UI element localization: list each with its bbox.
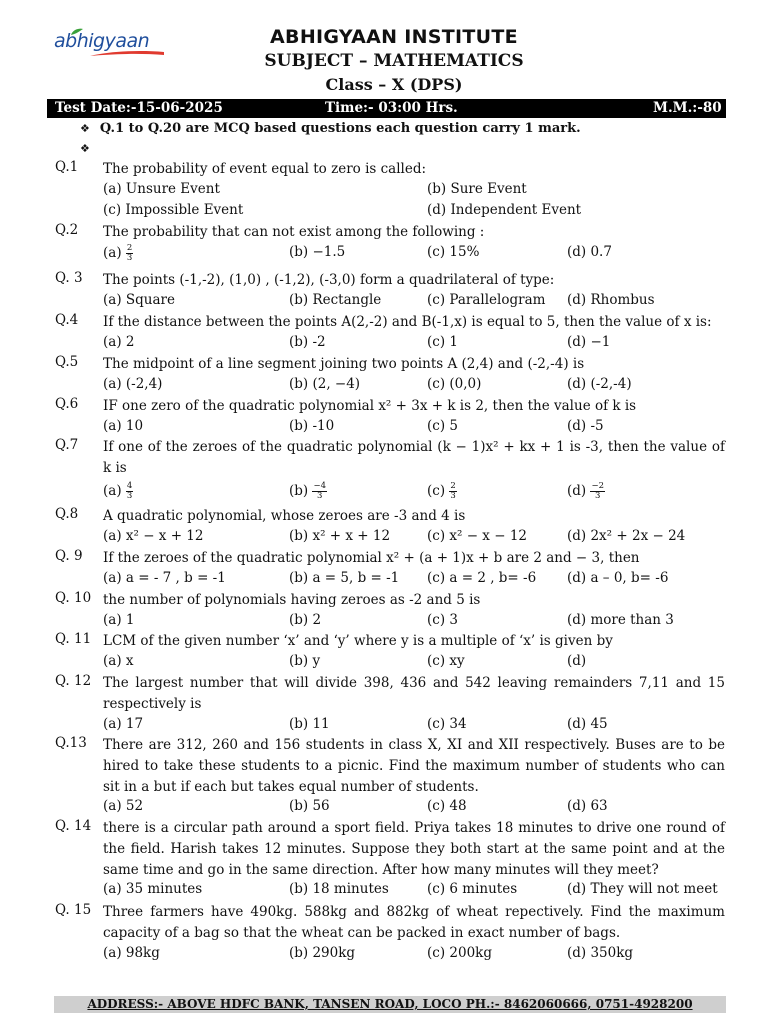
option-c: (c) 5	[427, 417, 458, 434]
question-7: Q.7 If one of the zeroes of the quadratic polynomial (k − 1)x² + kx + 1 is -3, then the value of k is (a) $\frac{4}{3}$ (b) $\frac{-4}{3}$ (c) $\frac{2}{3}$ (d) $\frac{-2}{3}$	[55, 437, 725, 505]
question-text: The points (-1,-2), (1,0) , (-1,2), (-3,0) form a quadrilateral of type:	[103, 272, 555, 288]
option-a: (a) (-2,4)	[103, 375, 163, 392]
option-a: (a) a = - 7 , b = -1	[103, 569, 226, 586]
option-c: (c) 200kg	[427, 944, 492, 961]
option-a: (a) $\frac{2}{3}$	[103, 242, 133, 263]
option-b: (b) x² + x + 12	[289, 527, 391, 544]
option-row	[103, 569, 725, 591]
question-text: If the zeroes of the quadratic polynomial x² + (a + 1)x + b are 2 and − 3, then	[103, 550, 640, 566]
class-title: Class – X (DPS)	[325, 75, 463, 94]
option-a: (a) x² − x + 12	[103, 527, 204, 544]
option-c: (c) 1	[427, 333, 458, 350]
fraction: $\frac{2}{3}$	[450, 480, 456, 501]
option-c: (c) 3	[427, 611, 458, 628]
option-b: (b) $\frac{-4}{3}$	[289, 480, 326, 501]
address-footer: ADDRESS:- ABOVE HDFC BANK, TANSEN ROAD, LOCO PH.:- 8462060666, 0751-4928200	[54, 996, 726, 1013]
option-b: (b) y	[289, 652, 321, 669]
question-text: If one of the zeroes of the quadratic polynomial (k − 1)x² + kx + 1 is -3, then the value of k is	[103, 439, 725, 476]
question-14: Q. 14 there is a circular path around a sport field. Priya takes 18 minutes to drive one round of the field. Harish takes 12 minutes. Suppose they both start at the same point and at the same time and go in the same direction. After how many minutes will they meet? (a) 35 minutes (b) 18 minutes (c) 6 minutes (d) They will not meet	[55, 818, 725, 902]
option-b: (b) (2, −4)	[289, 375, 361, 392]
option-d: (d) -5	[567, 417, 604, 434]
question-12: Q. 12 The largest number that will divide 398, 436 and 542 leaving remainders 7,11 and 15 respectively is (a) 17 (b) 11 (c) 34 (d) 45	[55, 673, 725, 737]
option-b: (b) 18 minutes	[289, 881, 389, 898]
option-c: (c) a = 2 , b= -6	[427, 569, 537, 586]
option-d: (d) Rhombus	[567, 291, 655, 308]
option-row	[103, 243, 725, 267]
question-text: The midpoint of a line segment joining two points A (2,4) and (-2,-4) is	[103, 356, 585, 372]
option-a: (a) 17	[103, 715, 144, 732]
subject-title: SUBJECT – MATHEMATICS	[264, 51, 524, 71]
diamond-bullet-icon: ❖	[80, 122, 90, 135]
option-row	[103, 201, 725, 223]
option-row	[103, 715, 725, 737]
option-row	[103, 291, 725, 313]
option-d: (d) 2x² + 2x − 24	[567, 527, 686, 544]
option-row	[103, 611, 725, 633]
option-c: (c) 15%	[427, 243, 480, 260]
option-b: (b) -2	[289, 333, 326, 350]
fraction: $\frac{-2}{3}$	[591, 480, 604, 501]
question-1: Q.1 The probability of event equal to zero is called: (a) Unsure Event (b) Sure Event (c) Impossible Event (d) Independent Event	[55, 159, 725, 223]
institute-name: ABHIGYAAN INSTITUTE	[270, 26, 518, 48]
question-2: Q.2 The probability that can not exist among the following : (a) $\frac{2}{3}$ (b) −1.5 (c) 15% (d) 0.7	[55, 222, 725, 267]
option-c: (c) (0,0)	[427, 375, 482, 392]
option-a: (a) 10	[103, 417, 144, 434]
question-text: Three farmers have 490kg. 588kg and 882kg of wheat repectively. Find the maximum capacity of a bag so that the wheat can be packed in exact number of bags.	[103, 904, 725, 941]
question-15: Q. 15 Three farmers have 490kg. 588kg and 882kg of wheat repectively. Find the maximum capacity of a bag so that the wheat can be packed in exact number of bags. (a) 98kg (b) 290kg (c) 200kg (d) 350kg	[55, 902, 725, 966]
instruction-note: ❖ Q.1 to Q.20 are MCQ based questions each question carry 1 mark.	[80, 121, 581, 136]
option-c: (c) Parallelogram	[427, 291, 546, 308]
option-d: (d) They will not meet	[567, 881, 718, 898]
option-b: (b) -10	[289, 417, 335, 434]
question-13: Q.13 There are 312, 260 and 156 students in class X, XI and XII respectively. Buses are to be hired to take these students to a picnic. Find the maximum number of students who can sit in a but if each but takes equal number of students. (a) 52 (b) 56 (c) 48 (d) 63	[55, 735, 725, 819]
option-b: (b) Sure Event	[427, 180, 527, 197]
option-row	[103, 527, 725, 549]
option-c: (c) x² − x − 12	[427, 527, 527, 544]
option-row	[103, 333, 725, 355]
option-c: (c) 48	[427, 798, 467, 815]
question-text: The probability of event equal to zero is called:	[103, 161, 427, 177]
test-time: Time:- 03:00 Hrs.	[325, 100, 458, 116]
question-3: Q. 3 The points (-1,-2), (1,0) , (-1,2), (-3,0) form a quadrilateral of type: (a) Square (b) Rectangle (c) Parallelogram (d) Rhombus	[55, 270, 725, 313]
option-row	[103, 180, 725, 202]
option-a: (a) x	[103, 652, 134, 669]
instruction-note	[80, 141, 100, 156]
option-a: (a) 35 minutes	[103, 881, 203, 898]
option-d: (d) (-2,-4)	[567, 375, 632, 392]
question-text: There are 312, 260 and 156 students in class X, XI and XII respectively. Buses are to be hired to take these students to a picnic. Find the maximum number of students who can sit in a but if each but takes equal number of students.	[103, 737, 725, 795]
fraction: $\frac{2}{3}$	[126, 242, 133, 263]
max-marks: M.M.:-80	[653, 100, 722, 116]
option-a: (a) 2	[103, 333, 135, 350]
question-4: Q.4 If the distance between the points A(2,-2) and B(-1,x) is equal to 5, then the value of x is: (a) 2 (b) -2 (c) 1 (d) −1	[55, 312, 725, 355]
option-c: (c) 34	[427, 715, 467, 732]
question-10: Q. 10 the number of polynomials having zeroes as -2 and 5 is (a) 1 (b) 2 (c) 3 (d) more than 3	[55, 590, 725, 633]
question-11: Q. 11 LCM of the given number ‘x’ and ‘y’ where y is a multiple of ‘x’ is given by (a) x (b) y (c) xy (d)	[55, 631, 725, 674]
fraction: $\frac{-4}{3}$	[313, 480, 326, 501]
option-row	[103, 375, 725, 397]
option-d: (d) 63	[567, 798, 608, 815]
option-a: (a) 52	[103, 798, 144, 815]
test-date: Test Date:-15-06-2025	[55, 100, 223, 116]
option-b: (b) a = 5, b = -1	[289, 569, 400, 586]
question-6: Q.6 IF one zero of the quadratic polynomial x² + 3x + k is 2, then the value of k is (a) 10 (b) -10 (c) 5 (d) -5	[55, 396, 725, 439]
option-d: (d) a – 0, b= -6	[567, 569, 669, 586]
option-d: (d) 0.7	[567, 243, 612, 260]
question-5: Q.5 The midpoint of a line segment joining two points A (2,4) and (-2,-4) is (a) (-2,4) (b) (2, −4) (c) (0,0) (d) (-2,-4)	[55, 354, 725, 397]
option-a: (a) Square	[103, 291, 175, 308]
option-row	[103, 652, 725, 674]
option-c: (c) 6 minutes	[427, 881, 518, 898]
option-row	[103, 417, 725, 439]
option-c: (c) Impossible Event	[103, 201, 244, 218]
option-d: (d) −1	[567, 333, 611, 350]
question-text: IF one zero of the quadratic polynomial x² + 3x + k is 2, then the value of k is	[103, 398, 637, 414]
option-b: (b) 11	[289, 715, 330, 732]
question-text: The probability that can not exist among the following :	[103, 224, 485, 240]
test-info-bar	[47, 99, 726, 118]
option-b: (b) Rectangle	[289, 291, 382, 308]
option-b: (b) −1.5	[289, 243, 346, 260]
option-row	[103, 797, 725, 819]
option-d: (d) Independent Event	[427, 201, 582, 218]
option-b: (b) 2	[289, 611, 322, 628]
option-c: (c) $\frac{2}{3}$	[427, 480, 456, 501]
question-8: Q.8 A quadratic polynomial, whose zeroes are -3 and 4 is (a) x² − x + 12 (b) x² + x + 12 (c) x² − x − 12 (d) 2x² + 2x − 24	[55, 506, 725, 549]
question-text: The largest number that will divide 398, 436 and 542 leaving remainders 7,11 and 15 respectively is	[103, 675, 725, 712]
option-c: (c) xy	[427, 652, 465, 669]
option-row	[103, 479, 725, 505]
option-a: (a) $\frac{4}{3}$	[103, 480, 133, 501]
option-d: (d) more than 3	[567, 611, 674, 628]
question-text: LCM of the given number ‘x’ and ‘y’ where y is a multiple of ‘x’ is given by	[103, 633, 613, 649]
option-a: (a) Unsure Event	[103, 180, 220, 197]
option-row	[103, 880, 725, 902]
logo-text: abhigyaan	[54, 30, 150, 52]
option-d: (d) $\frac{-2}{3}$	[567, 480, 604, 501]
question-text: there is a circular path around a sport field. Priya takes 18 minutes to drive one round of the field. Harish takes 12 minutes. Suppose they both start at the same point and at the same time and go in the same direction. After how many minutes will they meet?	[103, 820, 725, 878]
diamond-bullet-icon: ❖	[80, 142, 90, 155]
option-a: (a) 98kg	[103, 944, 160, 961]
option-d: (d) 350kg	[567, 944, 634, 961]
option-d: (d) 45	[567, 715, 608, 732]
fraction: $\frac{4}{3}$	[126, 480, 133, 501]
question-text: A quadratic polynomial, whose zeroes are -3 and 4 is	[103, 508, 466, 524]
option-row	[103, 944, 725, 966]
question-text: If the distance between the points A(2,-2) and B(-1,x) is equal to 5, then the value of x is:	[103, 314, 712, 330]
option-b: (b) 290kg	[289, 944, 356, 961]
option-a: (a) 1	[103, 611, 135, 628]
option-d: (d)	[567, 652, 587, 669]
question-text: the number of polynomials having zeroes as -2 and 5 is	[103, 592, 481, 608]
question-9: Q. 9 If the zeroes of the quadratic polynomial x² + (a + 1)x + b are 2 and − 3, then (a) a = - 7 , b = -1 (b) a = 5, b = -1 (c) a = 2 , b= -6 (d) a – 0, b= -6	[55, 548, 725, 591]
option-b: (b) 56	[289, 798, 330, 815]
